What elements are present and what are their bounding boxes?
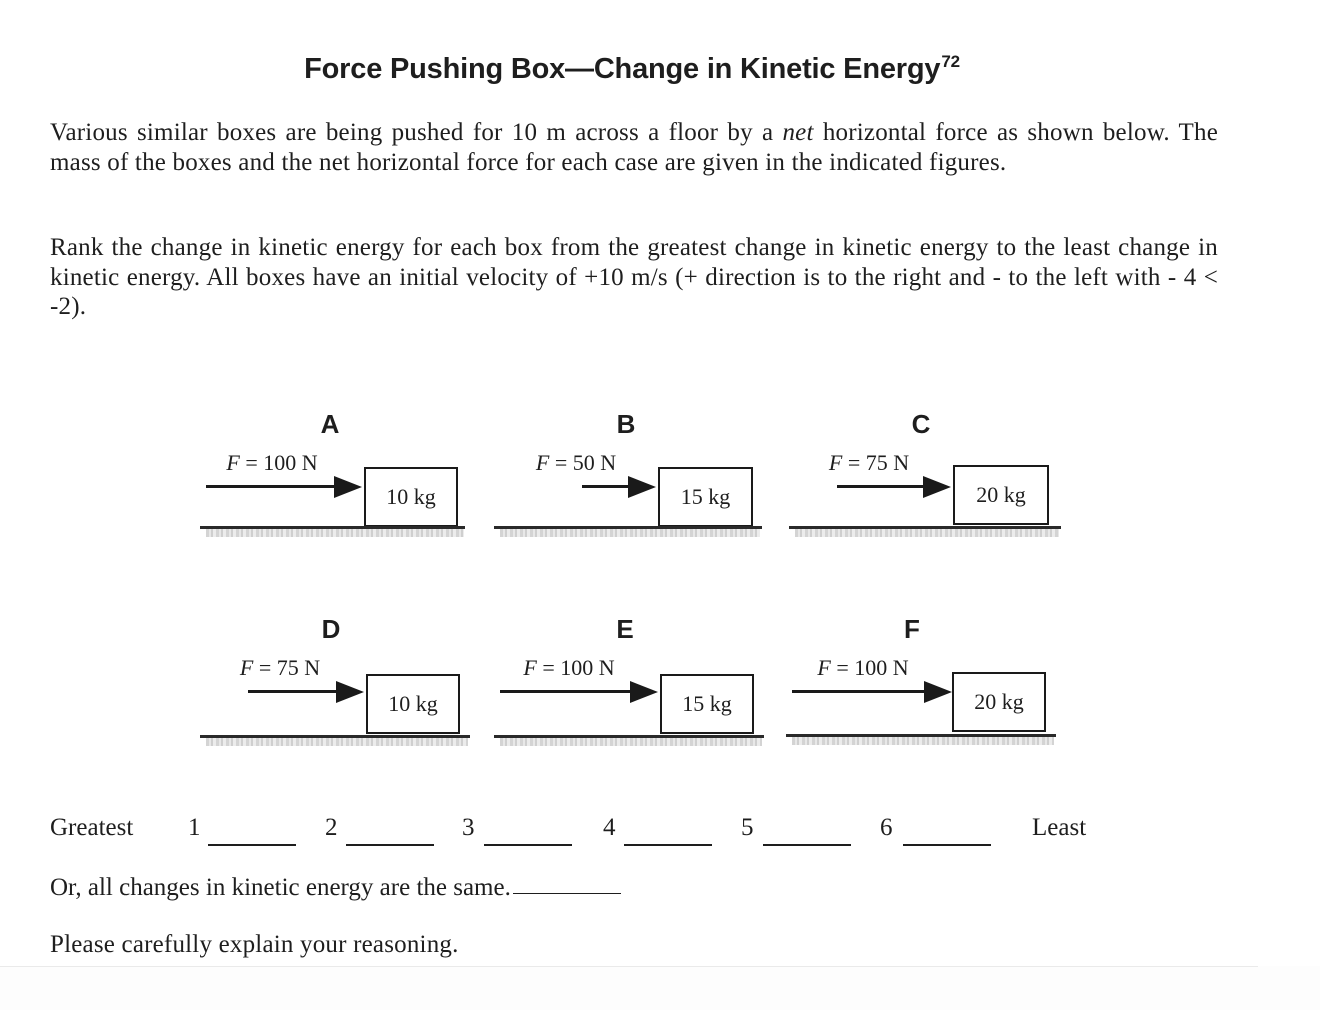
page-title (0, 52, 1264, 86)
box-mass: 10 kg (366, 674, 460, 734)
title-text: Force Pushing Box—Change in Kinetic Energy (304, 53, 941, 85)
case-b-figure (494, 404, 769, 569)
force-symbol: F (828, 450, 843, 475)
force-label (829, 450, 909, 476)
case-e-figure (494, 609, 769, 774)
intro-net-emphasis: net (782, 119, 814, 146)
force-arrow-icon (792, 681, 952, 703)
greatest-label: Greatest (50, 814, 134, 841)
ranking-row (50, 814, 1150, 850)
case-a-figure (200, 404, 475, 569)
force-arrow-icon (582, 476, 656, 498)
force-symbol: F (239, 655, 254, 680)
case-d-figure (200, 609, 475, 774)
floor-texture (792, 737, 1054, 745)
force-arrow-icon (500, 681, 658, 703)
force-value: = 75 N (258, 655, 321, 680)
box-mass: 20 kg (952, 672, 1046, 732)
box-mass: 15 kg (660, 674, 754, 734)
force-value: = 100 N (245, 450, 318, 475)
page-edge-line (0, 966, 1258, 967)
box-mass: 15 kg (658, 467, 753, 527)
force-value: = 100 N (542, 655, 615, 680)
box-mass: 10 kg (364, 467, 458, 527)
explain-prompt: Please carefully explain your reasoning. (50, 931, 459, 958)
intro-text-b: horizontal force as shown below. The mass of the boxes and the net horizontal force for each case are given in the indicated figures. (50, 119, 1218, 176)
intro-text-a: Various similar boxes are being pushed for 10 m across a floor by a (50, 119, 783, 146)
force-value: = 50 N (554, 450, 617, 475)
force-symbol: F (226, 450, 240, 475)
force-value: = 100 N (836, 655, 909, 680)
floor-texture (206, 738, 468, 746)
all-same-option (50, 874, 621, 902)
rank-number-2: 2 (325, 814, 338, 841)
case-letter: C (911, 409, 931, 439)
rank-number-5: 5 (741, 814, 754, 841)
force-symbol: F (817, 655, 831, 680)
floor-texture (500, 529, 760, 537)
force-arrow-icon (837, 476, 951, 498)
force-value: = 75 N (847, 450, 910, 475)
least-label: Least (1032, 814, 1087, 841)
force-symbol: F (535, 450, 550, 475)
force-symbol: F (523, 655, 537, 680)
all-same-blank[interactable] (513, 893, 621, 895)
case-letter: B (616, 409, 636, 439)
floor-texture (206, 529, 464, 537)
rank-number-1: 1 (188, 814, 201, 841)
rank-blank-2[interactable] (346, 844, 434, 846)
all-same-text: Or, all changes in kinetic energy are the same. (50, 874, 511, 901)
title-footnote: 72 (941, 52, 960, 71)
rank-blank-5[interactable] (763, 844, 851, 846)
page-bottom-margin (0, 966, 1320, 1010)
instructions-paragraph: Rank the change in kinetic energy for each box from the greatest change in kinetic energy to the least change in kinetic energy. All boxes have an initial velocity of +10 m/s (+ direction is to the right and - to the left with - 4 < -2). (50, 234, 1218, 320)
floor-texture (795, 529, 1059, 537)
force-label (817, 655, 908, 681)
case-f-figure (786, 609, 1061, 774)
rank-blank-1[interactable] (208, 844, 296, 846)
force-arrow-icon (248, 681, 364, 703)
rank-number-3: 3 (462, 814, 475, 841)
box-mass: 20 kg (953, 465, 1049, 525)
rank-blank-3[interactable] (484, 844, 572, 846)
case-letter: A (320, 409, 340, 439)
floor-texture (500, 738, 762, 746)
force-label (226, 450, 317, 476)
force-arrow-icon (206, 476, 362, 498)
force-label (523, 655, 614, 681)
rank-blank-4[interactable] (624, 844, 712, 846)
case-c-figure (789, 404, 1064, 569)
case-letter: F (904, 614, 920, 644)
rank-number-4: 4 (603, 814, 616, 841)
case-letter: E (616, 614, 634, 644)
case-letter: D (321, 614, 341, 644)
force-label (240, 655, 320, 681)
force-label (536, 450, 616, 476)
rank-number-6: 6 (880, 814, 893, 841)
rank-blank-6[interactable] (903, 844, 991, 846)
intro-paragraph (50, 118, 1218, 177)
